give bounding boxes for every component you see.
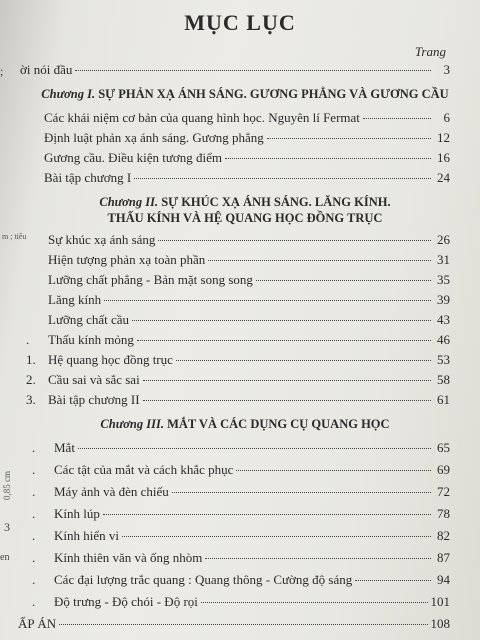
leader-dots xyxy=(256,280,431,281)
margin-note: m ; tiêu xyxy=(2,232,27,241)
entry-page: 61 xyxy=(437,392,450,407)
chapter-prefix: Chương III. xyxy=(100,417,164,431)
leader-dots xyxy=(137,340,431,341)
toc-entry[interactable] xyxy=(44,150,450,166)
entry-number: . xyxy=(32,594,36,609)
toc-entry[interactable] xyxy=(44,130,450,146)
margin-note: 0,85 cm xyxy=(2,471,12,500)
entry-page: 35 xyxy=(437,272,450,287)
toc-entry[interactable] xyxy=(32,528,450,544)
leader-dots xyxy=(176,360,431,361)
toc-entry[interactable] xyxy=(32,572,450,588)
entry-label: Kính lúp xyxy=(54,506,100,521)
leader-dots xyxy=(78,448,431,449)
entry-label: Hệ quang học đồng trục xyxy=(48,352,173,367)
entry-number: . xyxy=(32,484,36,499)
toc-entry[interactable] xyxy=(26,392,450,408)
entry-number: 3. xyxy=(26,392,36,407)
toc-entry[interactable] xyxy=(32,594,450,610)
entry-page: 101 xyxy=(430,594,450,609)
leader-dots xyxy=(132,320,431,321)
entry-page: 82 xyxy=(437,528,450,543)
toc-entry[interactable] xyxy=(26,372,450,388)
toc-entry[interactable] xyxy=(44,110,450,126)
entry-label: Mắt xyxy=(54,440,75,455)
entry-label: Lăng kính xyxy=(48,292,102,307)
entry-label: ẤP ÁN xyxy=(18,616,57,631)
toc-entry[interactable] xyxy=(44,170,450,186)
entry-page: 87 xyxy=(437,550,450,565)
leader-dots xyxy=(267,138,431,139)
toc-entry[interactable] xyxy=(48,232,450,248)
entry-number: . xyxy=(26,332,30,347)
margin-note: 3 xyxy=(4,520,10,534)
leader-dots xyxy=(172,492,431,493)
entry-label: Gương cầu. Điều kiện tương điểm xyxy=(44,150,223,165)
entry-label: Kính hiển vi xyxy=(54,528,119,543)
leader-dots xyxy=(134,178,431,179)
toc-entry[interactable] xyxy=(48,272,450,288)
chapter-heading-2 xyxy=(40,194,450,226)
chapter-prefix: Chương II. xyxy=(99,195,159,209)
entry-label: Độ trưng - Độ chói - Độ rọi xyxy=(54,594,198,609)
margin-note: en xyxy=(0,552,10,563)
entry-page: 26 xyxy=(437,232,450,247)
entry-label: Các khái niệm cơ bản của quang hình học. Nguyên lí Fermat xyxy=(44,110,360,125)
toc-entry[interactable] xyxy=(26,332,450,348)
entry-label: Thấu kính mỏng xyxy=(48,332,134,347)
entry-label: Các tật của mắt và cách khắc phục xyxy=(54,462,234,477)
entry-label: Máy ảnh và đèn chiếu xyxy=(54,484,169,499)
toc-entry[interactable] xyxy=(32,506,450,522)
toc-entry[interactable] xyxy=(32,550,450,566)
leader-dots xyxy=(59,624,427,625)
entry-page: 72 xyxy=(437,484,450,499)
leader-dots xyxy=(205,558,431,559)
leader-dots xyxy=(363,118,431,119)
leader-dots xyxy=(75,70,431,71)
margin-mark: ; xyxy=(0,64,4,78)
chapter-title-line2: THẤU KÍNH VÀ HỆ QUANG HỌC ĐỒNG TRỤC xyxy=(107,211,383,225)
entry-page: 58 xyxy=(437,372,450,387)
entry-label: Sự khúc xạ ánh sáng xyxy=(48,232,156,247)
toc-entry[interactable] xyxy=(32,440,450,456)
chapter-prefix: Chương I. xyxy=(41,87,96,101)
entry-page: 53 xyxy=(437,352,450,367)
toc-entry[interactable] xyxy=(48,312,450,328)
entry-label: ời nói đầu xyxy=(20,62,73,77)
entry-page: 65 xyxy=(437,440,450,455)
toc-entry-answers[interactable] xyxy=(18,616,450,632)
entry-number: 1. xyxy=(26,352,36,367)
toc-entry[interactable] xyxy=(32,462,450,478)
entry-label: Các đại lượng trắc quang : Quang thông - Cường độ sáng xyxy=(54,572,353,587)
entry-number: . xyxy=(32,550,36,565)
toc-entry[interactable] xyxy=(26,352,450,368)
entry-page: 46 xyxy=(437,332,450,347)
entry-number: . xyxy=(32,528,36,543)
leader-dots xyxy=(143,380,431,381)
chapter-title: SỰ KHÚC XẠ ÁNH SÁNG. LĂNG KÍNH. xyxy=(161,195,391,209)
leader-dots xyxy=(208,260,431,261)
entry-page: 108 xyxy=(430,616,450,631)
entry-label: Định luật phản xạ ánh sáng. Gương phẳng xyxy=(44,130,264,145)
page-column-label: Trang xyxy=(414,44,446,59)
entry-number: . xyxy=(32,440,36,455)
leader-dots xyxy=(355,580,431,581)
leader-dots xyxy=(143,400,431,401)
toc-entry[interactable] xyxy=(48,252,450,268)
entry-label: Hiện tượng phản xạ toàn phần xyxy=(48,252,206,267)
chapter-title: MẮT VÀ CÁC DỤNG CỤ QUANG HỌC xyxy=(167,417,390,431)
leader-dots xyxy=(104,300,431,301)
entry-label: Lưỡng chất cầu xyxy=(48,312,130,327)
entry-page: 43 xyxy=(437,312,450,327)
toc-entry[interactable] xyxy=(48,292,450,308)
entry-number: . xyxy=(32,572,36,587)
chapter-heading-3 xyxy=(40,416,450,432)
entry-page: 16 xyxy=(437,150,450,165)
entry-page: 31 xyxy=(437,252,450,267)
entry-page: 12 xyxy=(437,130,450,145)
entry-page: 6 xyxy=(443,110,450,125)
entry-page: 24 xyxy=(437,170,450,185)
entry-page: 39 xyxy=(437,292,450,307)
entry-number: . xyxy=(32,462,36,477)
leader-dots xyxy=(201,602,428,603)
entry-label: Bài tập chương I xyxy=(44,170,132,185)
toc-entry-preface[interactable] xyxy=(20,62,450,78)
entry-label: Kính thiên văn và ống nhòm xyxy=(54,550,203,565)
page-title: MỤC LỤC xyxy=(184,10,296,35)
entry-label: Lưỡng chất phẳng - Bản mặt song song xyxy=(48,272,253,287)
leader-dots xyxy=(236,470,431,471)
leader-dots xyxy=(158,240,431,241)
entry-page: 69 xyxy=(437,462,450,477)
leader-dots xyxy=(122,536,431,537)
chapter-heading-1 xyxy=(40,86,450,102)
toc-entry[interactable] xyxy=(32,484,450,500)
entry-label: Cầu sai và sắc sai xyxy=(48,372,140,387)
entry-page: 3 xyxy=(443,62,450,77)
entry-page: 94 xyxy=(437,572,450,587)
leader-dots xyxy=(103,514,431,515)
entry-page: 78 xyxy=(437,506,450,521)
chapter-title: SỰ PHẢN XẠ ÁNH SÁNG. GƯƠNG PHẲNG VÀ GƯƠNG CẦU xyxy=(98,87,449,101)
entry-label: Bài tập chương II xyxy=(48,392,140,407)
entry-number: . xyxy=(32,506,36,521)
entry-number: 2. xyxy=(26,372,36,387)
leader-dots xyxy=(225,158,431,159)
